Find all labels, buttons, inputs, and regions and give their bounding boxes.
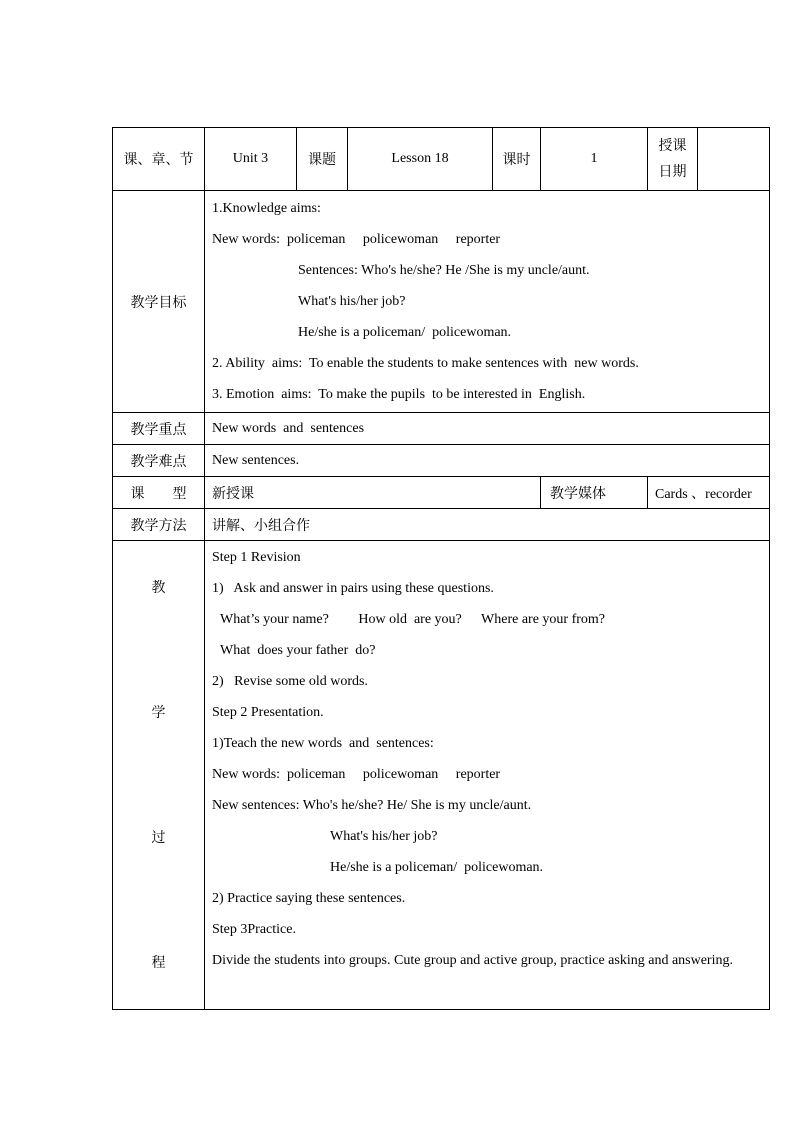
step1-questions xyxy=(212,604,762,635)
lesson-plan-table xyxy=(112,127,770,1010)
methods-row xyxy=(113,509,770,541)
goals-row xyxy=(113,191,770,413)
goals-line-2: New words: policeman policewoman reporter xyxy=(212,232,501,247)
step1-item-2: 2) Revise some old words. xyxy=(212,674,368,689)
goals-line-1: 1.Knowledge aims: xyxy=(212,201,321,216)
date-value xyxy=(698,128,770,191)
difficult-points-label: 教学难点 xyxy=(113,445,205,477)
section-label: 课、章、节 xyxy=(113,128,205,191)
process-label xyxy=(113,541,205,1010)
lesson-type-row xyxy=(113,477,770,509)
lesson-type-value: 新授课 xyxy=(205,477,541,509)
process-content xyxy=(205,541,770,1010)
step1-title: Step 1 Revision xyxy=(212,550,301,565)
goals-label: 教学目标 xyxy=(113,191,205,413)
date-label-line-2: 日期 xyxy=(658,164,687,180)
step3-title: Step 3Practice. xyxy=(212,922,296,937)
step2-sentence-2: What's his/her job? xyxy=(330,829,438,844)
media-value: Cards 、recorder xyxy=(648,477,770,509)
process-label-char-2: 学 xyxy=(151,705,166,721)
period-label: 课时 xyxy=(493,128,541,191)
difficult-points-row xyxy=(113,445,770,477)
period-value: 1 xyxy=(541,128,648,191)
step1-question-2: How old are you? xyxy=(358,612,462,627)
process-label-char-1: 教 xyxy=(151,580,166,596)
goals-content xyxy=(205,191,770,413)
step3-text: Divide the students into groups. Cute group and active group, practice asking and answering. xyxy=(212,953,733,968)
step1-question-4: What does your father do? xyxy=(220,643,376,658)
goals-line-4: What's his/her job? xyxy=(298,294,406,309)
step1-question-3: Where are your from? xyxy=(481,612,606,627)
process-label-column xyxy=(113,541,204,1009)
difficult-points-value: New sentences. xyxy=(205,445,770,477)
topic-label: 课题 xyxy=(297,128,348,191)
process-label-char-4: 程 xyxy=(151,955,166,971)
step2-item-2: 2) Practice saying these sentences. xyxy=(212,891,406,906)
key-points-value: New words and sentences xyxy=(205,413,770,445)
key-points-row xyxy=(113,413,770,445)
methods-label: 教学方法 xyxy=(113,509,205,541)
process-row xyxy=(113,541,770,1010)
goals-line-3: Sentences: Who's he/she? He /She is my uncle/aunt. xyxy=(298,263,590,278)
lesson-type-label: 课 型 xyxy=(113,477,205,509)
unit-value: Unit 3 xyxy=(205,128,297,191)
goals-line-7: 3. Emotion aims: To make the pupils to be interested in English. xyxy=(212,387,586,402)
lesson-value: Lesson 18 xyxy=(348,128,493,191)
step2-item-1: 1)Teach the new words and sentences: xyxy=(212,736,434,751)
goals-line-6: 2. Ability aims: To enable the students to make sentences with new words. xyxy=(212,356,639,371)
step2-sentence-3: He/she is a policeman/ policewoman. xyxy=(330,860,544,875)
key-points-label: 教学重点 xyxy=(113,413,205,445)
date-label xyxy=(648,128,698,191)
step1-item-1: 1) Ask and answer in pairs using these questions. xyxy=(212,581,494,596)
step2-words: New words: policeman policewoman reporter xyxy=(212,767,501,782)
media-label: 教学媒体 xyxy=(541,477,648,509)
methods-value: 讲解、小组合作 xyxy=(205,509,770,541)
step1-question-1: What’s your name? xyxy=(220,612,329,627)
goals-line-5: He/she is a policeman/ policewoman. xyxy=(298,325,512,340)
step2-sentence-1: New sentences: Who's he/she? He/ She is my uncle/aunt. xyxy=(212,798,532,813)
step2-title: Step 2 Presentation. xyxy=(212,705,324,720)
process-label-char-3: 过 xyxy=(151,830,166,846)
header-row xyxy=(113,128,770,191)
date-label-line-1: 授课 xyxy=(658,138,687,154)
